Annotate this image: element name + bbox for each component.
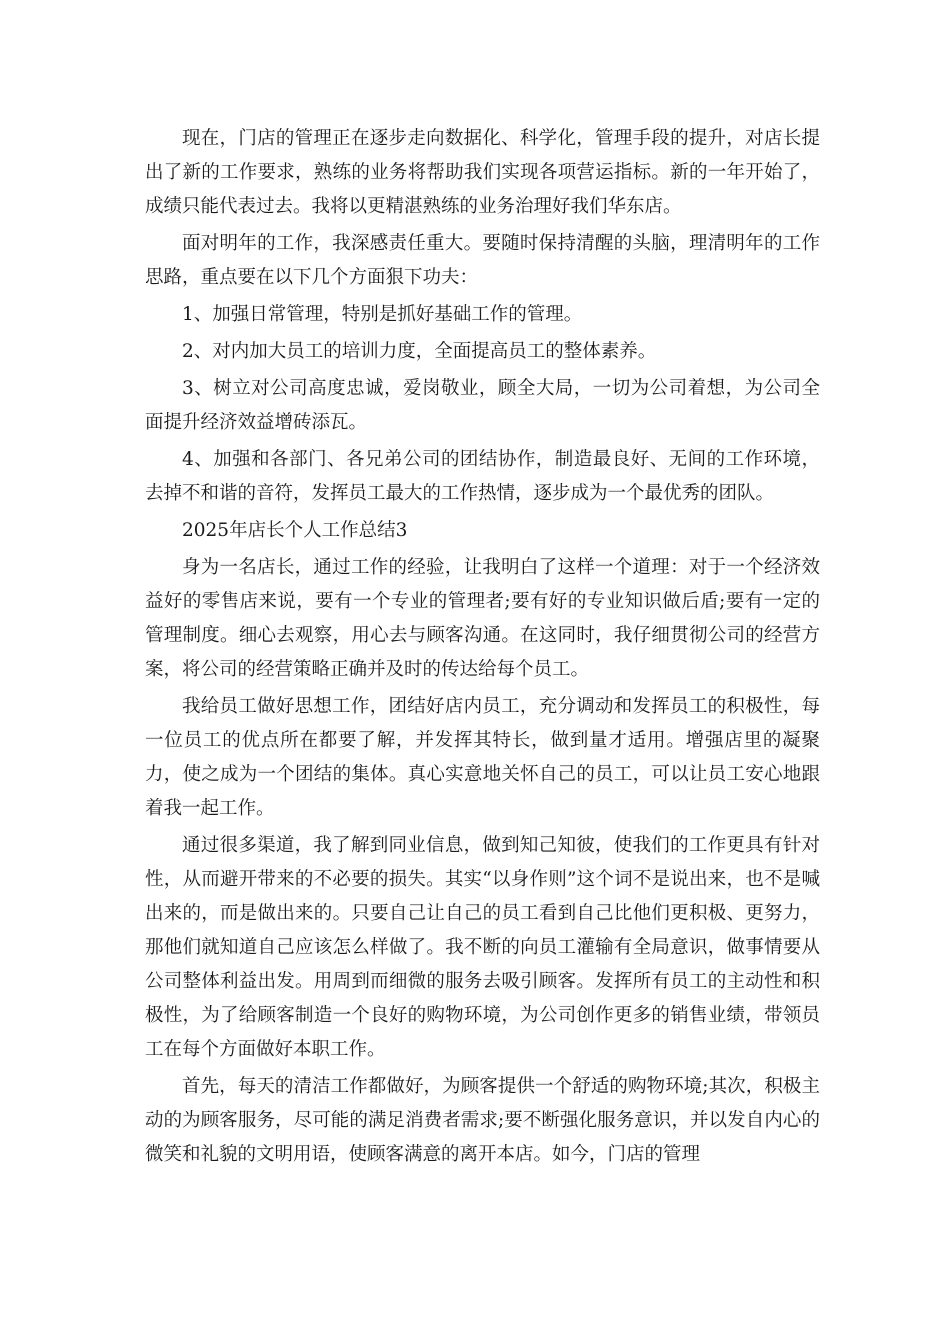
paragraph: 身为一名店长，通过工作的经验，让我明白了这样一个道理：对于一个经济效益好的零售店来说，要有一个专业的管理者;要有好的专业知识做后盾;要有一定的管理制度。细心去观察，用心去与顾客沟通。在这同时，我仔细贯彻公司的经营方案，将公司的经营策略正确并及时的传达给每个员工。: [145, 557, 820, 680]
list-item: 2、对内加大员工的培训力度，全面提高员工的整体素养。: [182, 341, 657, 362]
list-item: 3、树立对公司高度忠诚，爱岗敬业，顾全大局，一切为公司着想，为公司全面提升经济效益增砖添瓦。: [145, 378, 820, 433]
paragraph: 现在，门店的管理正在逐步走向数据化、科学化，管理手段的提升，对店长提出了新的工作要求，熟练的业务将帮助我们实现各项营运指标。新的一年开始了，成绩只能代表过去。我将以更精湛熟练的业务治理好我们华东店。: [145, 128, 820, 217]
section-title: 2025年店长个人工作总结3: [182, 520, 408, 541]
paragraph: 我给员工做好思想工作，团结好店内员工，充分调动和发挥员工的积极性，每一位员工的优点所在都要了解，并发挥其特长，做到量才适用。增强店里的凝聚力，使之成为一个团结的集体。真心实意地关怀自己的员工，可以让员工安心地跟着我一起工作。: [145, 696, 820, 819]
paragraph: 首先，每天的清洁工作都做好，为顾客提供一个舒适的购物环境;其次，积极主动的为顾客服务，尽可能的满足消费者需求;要不断强化服务意识，并以发自内心的微笑和礼貌的文明用语，使顾客满意的离开本店。如今，门店的管理: [145, 1076, 820, 1165]
list-item: 4、加强和各部门、各兄弟公司的团结协作，制造最良好、无间的工作环境，去掉不和谐的音符，发挥员工最大的工作热情，逐步成为一个最优秀的团队。: [145, 449, 820, 504]
list-item: 1、加强日常管理，特别是抓好基础工作的管理。: [182, 304, 583, 325]
paragraph: 面对明年的工作，我深感责任重大。要随时保持清醒的头脑，理清明年的工作思路，重点要在以下几个方面狠下功夫：: [145, 233, 820, 288]
paragraph: 通过很多渠道，我了解到同业信息，做到知己知彼，使我们的工作更具有针对性，从而避开带来的不必要的损失。其实“以身作则”这个词不是说出来，也不是喊出来的，而是做出来的。只要自己让自己的员工看到自己比他们更积极、更努力，那他们就知道自己应该怎么样做了。我不断的向员工灌输有全局意识，做事情要从公司整体利益出发。用周到而细微的服务去吸引顾客。发挥所有员工的主动性和积极性，为了给顾客制造一个良好的购物环境，为公司创作更多的销售业绩，带领员工在每个方面做好本职工作。: [145, 835, 820, 1060]
document-body: [145, 122, 820, 1175]
